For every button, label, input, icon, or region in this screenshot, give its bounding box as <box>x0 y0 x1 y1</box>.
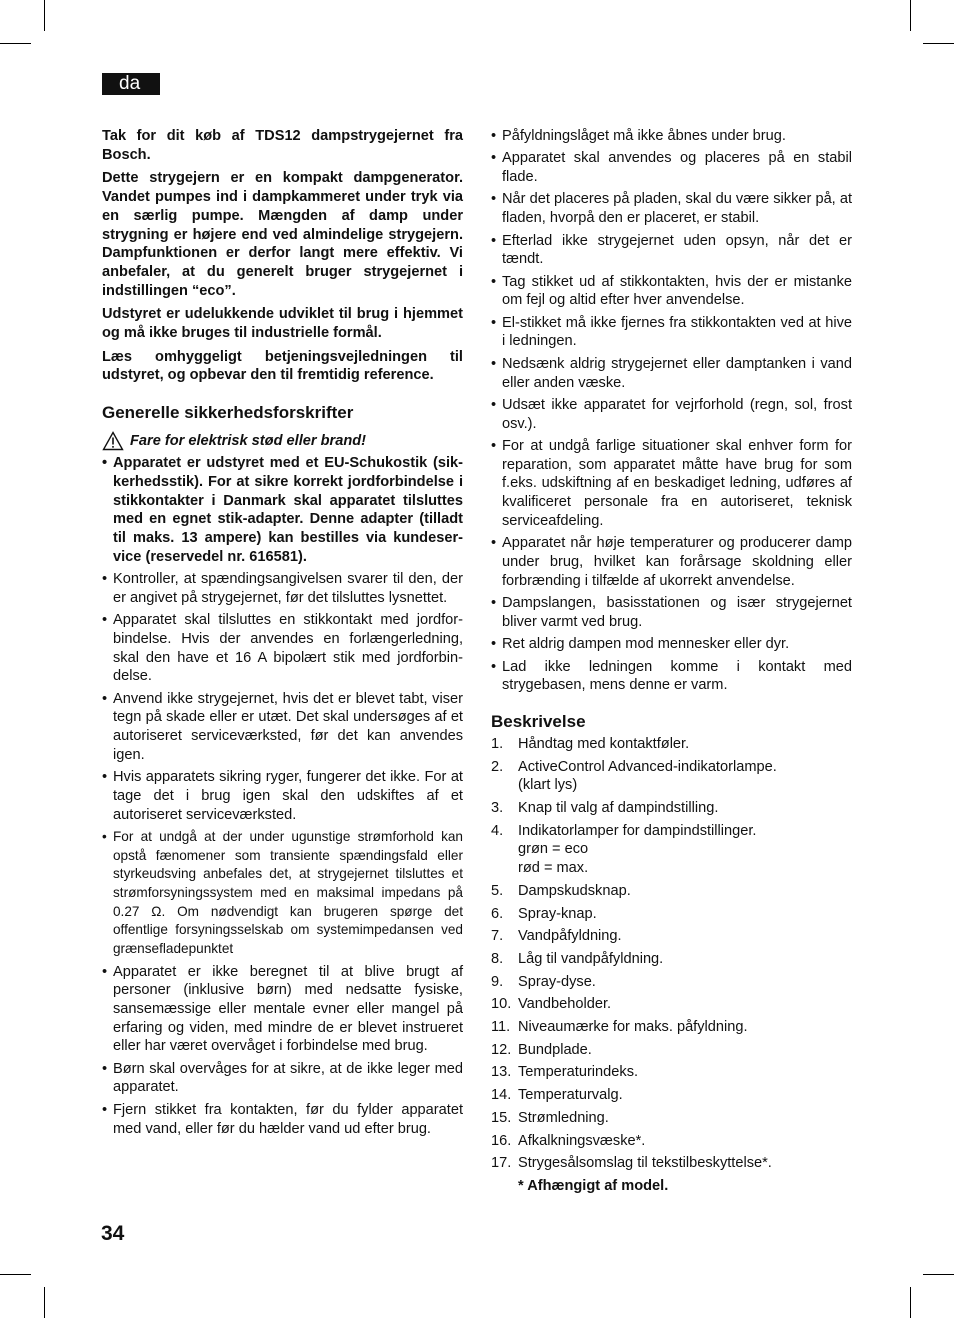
left-column <box>102 127 463 1142</box>
item-number: 9. <box>491 973 504 990</box>
description-item <box>491 950 852 969</box>
safety-heading: Generelle sikkerhedsforskrifter <box>102 403 354 423</box>
warning-line <box>102 430 463 452</box>
item-text: Strygesålsomslag til tekstilbeskyttelse*. <box>518 1155 772 1172</box>
description-item <box>491 1086 852 1105</box>
description-item <box>491 735 852 754</box>
list-item: • Efterlad ikke strygejernet uden opsyn, når det er tændt. <box>491 232 852 269</box>
warning-text: Fare for elektrisk stød eller brand! <box>130 432 367 449</box>
item-text: Temperaturvalg. <box>518 1087 623 1104</box>
item-text: Afkalkningsvæske*. <box>518 1132 646 1149</box>
item-number: 17. <box>491 1155 512 1172</box>
language-tab: da <box>102 73 160 95</box>
list-item: • Anvend ikke strygejernet, hvis det er blevet tabt, viser tegn på skade eller er utæt. Det skal undersøges af et autoriseret serviceværksted, før det kan anvendes igen. <box>102 690 463 765</box>
page-number: 34 <box>101 1222 125 1245</box>
intro-paragraph: Dette strygejern er en kompakt dampgenerator. Vandet pumpes ind i dampkammeret under tryk via en særlig pumpe. Mængden af damp under strygning er højere end ved almindelige strygejern. Dampfunktionen er derfor langt mere effektiv. Vi anbefaler, at du generelt bruger strygejernet i indstillingen “eco”. <box>102 170 463 299</box>
intro-paragraph: Udstyret er udelukkende udviklet til brug i hjemmet og må ikke bruges til industrielle formål. <box>102 306 463 342</box>
item-text: Vandpåfyldning. <box>518 928 622 945</box>
item-text: ActiveControl Advanced-indikatorlampe. (klart lys) <box>518 758 777 794</box>
list-item: • El-stikket må ikke fjernes fra stikkontakten ved at hive i ledningen. <box>491 314 852 351</box>
crop-mark <box>0 1274 31 1275</box>
right-column <box>491 127 852 1196</box>
list-item: • Når det placeres på pladen, skal du være sikker på, at fladen, hvorpå den er placeret, er stabil. <box>491 190 852 227</box>
description-item <box>491 1041 852 1060</box>
item-text: Vandbeholder. <box>518 996 612 1013</box>
crop-mark <box>910 0 911 31</box>
item-text: Låg til vandpåfyldning. <box>518 950 664 967</box>
item-number: 13. <box>491 1064 512 1081</box>
item-number: 1. <box>491 735 504 752</box>
list-item: • Dampslangen, basisstationen og især strygejernet bliver varmt ved brug. <box>491 594 852 631</box>
list-item: • Hvis apparatets sikring ryger, fungerer det ikke. For at tage det i brug igen skal den udskiftes af et autoriseret serviceværksted. <box>102 768 463 824</box>
list-item: • Påfyldningslåget må ikke åbnes under brug. <box>491 127 852 146</box>
item-number: 8. <box>491 950 504 967</box>
description-item <box>491 758 852 795</box>
item-number: 3. <box>491 800 504 817</box>
list-item: • For at undgå at der under ugunstige strømforhold kan opstå fænomener som transiente spændingsfald eller styrkeudsving anbefales det, at strygejernet tilsluttes et strømforsyningssystem med en maksimal impedans på 0.27 Ω. Om nødvendigt kan brugeren spørge det offentlige forsyningsselskab om systemimpedansen ved grænsefladepunktet <box>102 828 463 959</box>
list-item: • Lad ikke ledningen komme i kontakt med strygebasen, mens denne er varm. <box>491 658 852 695</box>
item-number: 6. <box>491 905 504 922</box>
item-number: 16. <box>491 1132 512 1149</box>
list-item: • Tag stikket ud af stikkontakten, hvis der er mistanke om fejl og altid efter hver anvendelse. <box>491 273 852 310</box>
description-list <box>491 735 852 1173</box>
intro-paragraph: Tak for dit køb af TDS12 dampstrygejernet fra Bosch. <box>102 128 463 163</box>
item-text: Indikatorlamper for dampindstillinger. grøn = eco rød = max. <box>518 822 757 877</box>
item-number: 10. <box>491 996 512 1013</box>
crop-mark <box>910 1287 911 1318</box>
item-number: 7. <box>491 928 504 945</box>
description-item <box>491 1018 852 1037</box>
description-heading: Beskrivelse <box>491 711 586 731</box>
item-number: 5. <box>491 882 504 899</box>
list-item: • Apparatet når høje temperaturer og producerer damp under brug, hvilket kan forårsage skoldning eller forbrænding i tilfælde af ukorrekt anvendelse. <box>491 534 852 590</box>
description-item <box>491 1154 852 1173</box>
list-item: • Børn skal overvåges for at sikre, at de ikke leger med apparatet. <box>102 1060 463 1097</box>
item-number: 14. <box>491 1087 512 1104</box>
item-number: 2. <box>491 758 504 775</box>
description-item <box>491 799 852 818</box>
item-text: Spray-dyse. <box>518 973 596 990</box>
list-item: • Apparatet er ikke beregnet til at blive brugt af personer (inklusive børn) med nedsatte fysiske, sansemæssige eller mentale evner eller mangel på erfaring og viden, med mindre de er blevet instrueret eller har været overvåget i forbindelse med brug. <box>102 963 463 1057</box>
list-item: • Kontroller, at spændingsangivelsen svarer til den, der er angivet på strygejernet, før det tilsluttes lysnettet. <box>102 570 463 607</box>
list-item: • Ret aldrig dampen mod mennesker eller dyr. <box>491 635 852 654</box>
description-item <box>491 1132 852 1151</box>
model-note: * Afhængigt af model. <box>518 1178 669 1194</box>
list-item: • Apparatet skal tilsluttes en stikkontakt med jordfor-bindelse. Hvis der anvendes en forlængerledning, skal den have et 16 A bipolært stik med jordforbin-delse. <box>102 611 463 686</box>
description-item <box>491 1063 852 1082</box>
item-number: 15. <box>491 1109 512 1126</box>
crop-mark <box>923 43 954 44</box>
item-text: Bundplade. <box>518 1041 592 1058</box>
item-number: 12. <box>491 1041 512 1058</box>
item-text: Niveaumærke for maks. påfyldning. <box>518 1019 748 1036</box>
description-item <box>491 822 852 878</box>
safety-list-left <box>102 454 463 1138</box>
list-item: • Apparatet skal anvendes og placeres på en stabil flade. <box>491 149 852 186</box>
item-text: Strømledning. <box>518 1109 609 1126</box>
intro-paragraph: Læs omhyggeligt betjeningsvejledningen til udstyret, og opbevar den til fremtidig reference. <box>102 348 463 384</box>
item-text: Temperaturindeks. <box>518 1064 639 1081</box>
list-item: • Fjern stikket fra kontakten, før du fylder apparatet med vand, eller før du hælder vand ud efter brug. <box>102 1101 463 1138</box>
crop-mark <box>923 1274 954 1275</box>
item-number: 11. <box>491 1019 511 1036</box>
description-item <box>491 973 852 992</box>
item-number: 4. <box>491 822 504 839</box>
description-item <box>491 927 852 946</box>
description-item <box>491 882 852 901</box>
item-text: Knap til valg af dampindstilling. <box>518 800 719 817</box>
list-item: • Nedsænk aldrig strygejernet eller damptanken i vand eller anden væske. <box>491 355 852 392</box>
description-item <box>491 995 852 1014</box>
item-text: Spray-knap. <box>518 905 597 922</box>
list-item: • Udsæt ikke apparatet for vejrforhold (regn, sol, frost osv.). <box>491 396 852 433</box>
item-text: Dampskudsknap. <box>518 882 631 899</box>
safety-list-right <box>491 127 852 695</box>
item-text: Håndtag med kontaktføler. <box>518 735 690 752</box>
list-item: • For at undgå farlige situationer skal enhver form for reparation, som apparatet måtte have brug for som f.eks. udskiftning af en beskadiget ledning, udføres af kvalificeret personale fra en autoriseret, teknisk serviceafdeling. <box>491 437 852 531</box>
description-item <box>491 905 852 924</box>
crop-mark <box>44 0 45 31</box>
list-item: • Apparatet er udstyret med et EU-Schukostik (sik-kerhedsstik). For at sikre korrekt jordforbindelse i stikkontakter i Danmark skal apparatet tilsluttes med en egnet stik-adapter. Denne adapter (tilladt til maks. 13 ampere) kan bestilles via kundeser-vice (reservedel nr. 616581). <box>102 454 463 566</box>
crop-mark <box>0 43 31 44</box>
crop-mark <box>44 1287 45 1318</box>
description-item <box>491 1109 852 1128</box>
warning-triangle-icon <box>102 431 124 451</box>
